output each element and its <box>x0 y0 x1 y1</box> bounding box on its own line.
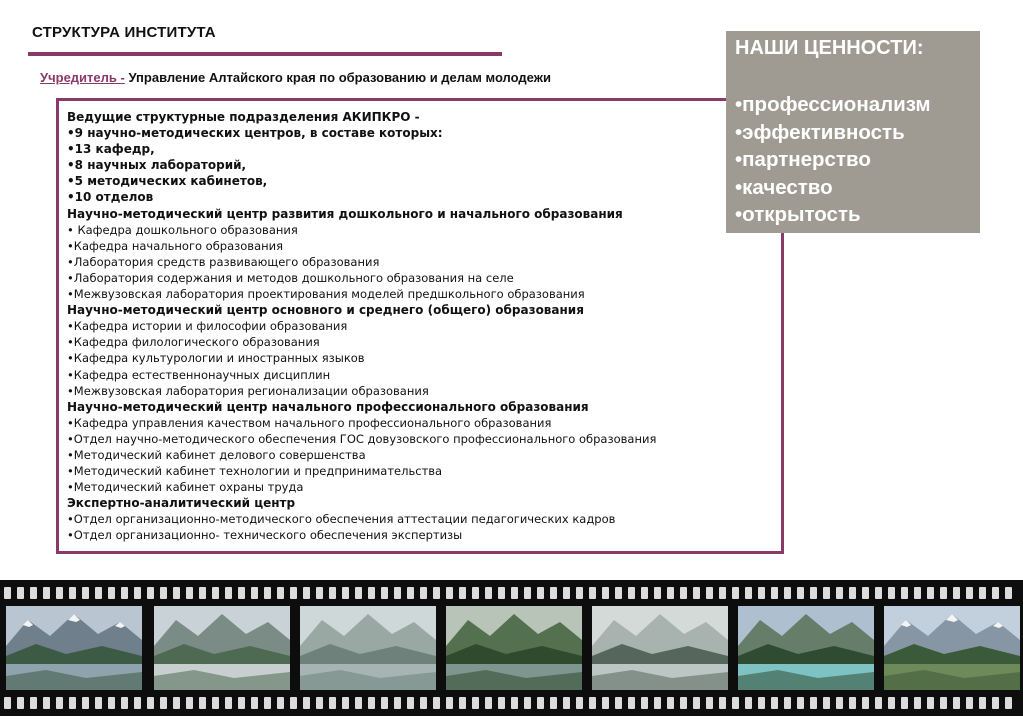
structure-item: •Методический кабинет охраны труда <box>67 480 304 495</box>
film-sprocket <box>17 587 24 599</box>
film-sprocket <box>446 697 453 709</box>
structure-heading: •9 научно-методических центров, в составе которых: <box>67 126 443 141</box>
film-sprocket <box>862 587 869 599</box>
film-sprocket <box>966 587 973 599</box>
film-sprocket <box>329 587 336 599</box>
film-sprocket <box>264 697 271 709</box>
film-sprocket <box>342 697 349 709</box>
film-sprocket <box>238 697 245 709</box>
film-sprocket <box>30 587 37 599</box>
film-sprocket <box>290 697 297 709</box>
film-sprocket <box>420 587 427 599</box>
film-sprocket <box>550 587 557 599</box>
film-sprocket <box>628 587 635 599</box>
film-sprocket <box>641 697 648 709</box>
film-sprocket <box>615 587 622 599</box>
film-sprocket <box>511 587 518 599</box>
film-sprocket <box>680 587 687 599</box>
film-sprocket <box>732 587 739 599</box>
film-sprocket <box>797 587 804 599</box>
film-sprocket <box>199 697 206 709</box>
film-sprocket <box>667 587 674 599</box>
film-sprocket <box>680 697 687 709</box>
film-sprocket <box>134 587 141 599</box>
film-sprocket <box>550 697 557 709</box>
film-sprocket <box>888 697 895 709</box>
structure-heading: •5 методических кабинетов, <box>67 174 268 189</box>
structure-box <box>56 98 784 554</box>
film-sprocket <box>732 697 739 709</box>
film-sprocket <box>303 697 310 709</box>
mountain-lake-photo <box>6 606 142 690</box>
film-sprocket <box>212 697 219 709</box>
film-sprocket <box>810 697 817 709</box>
film-sprocket <box>953 697 960 709</box>
film-sprocket <box>459 697 466 709</box>
film-sprocket <box>316 587 323 599</box>
structure-item: •Отдел организационно-методического обеспечения аттестации педагогических кадров <box>67 512 616 527</box>
film-sprocket <box>615 697 622 709</box>
structure-item: •Лаборатория средств развивающего образования <box>67 254 380 269</box>
film-sprocket <box>290 587 297 599</box>
film-sprocket <box>537 697 544 709</box>
film-sprocket <box>628 697 635 709</box>
film-sprocket <box>108 697 115 709</box>
film-sprocket <box>498 697 505 709</box>
value-item: •профессионализм <box>735 93 931 116</box>
film-sprocket <box>186 697 193 709</box>
film-sprocket <box>30 697 37 709</box>
sprocket-row-top <box>4 587 1022 599</box>
film-sprocket <box>524 587 531 599</box>
structure-item: •Кафедра истории и философии образования <box>67 319 348 334</box>
structure-heading: Научно-методический центр начального профессионального образования <box>67 399 589 414</box>
film-sprocket <box>95 587 102 599</box>
film-sprocket <box>849 697 856 709</box>
structure-item: •Лаборатория содержания и методов дошкольного образования на селе <box>67 270 514 285</box>
film-sprocket <box>524 697 531 709</box>
film-sprocket <box>108 587 115 599</box>
film-sprocket <box>251 697 258 709</box>
film-sprocket <box>472 697 479 709</box>
film-sprocket <box>927 697 934 709</box>
film-sprocket <box>433 697 440 709</box>
structure-item: •Кафедра управления качеством начального профессионального образования <box>67 415 552 430</box>
film-sprocket <box>4 697 11 709</box>
structure-item: •Межвузовская лаборатория проектирования моделей предшкольного образования <box>67 287 585 302</box>
film-sprocket <box>173 697 180 709</box>
film-sprocket <box>121 587 128 599</box>
film-sprocket <box>446 587 453 599</box>
film-sprocket <box>316 697 323 709</box>
film-sprocket <box>758 587 765 599</box>
founder-line <box>40 70 551 85</box>
film-sprocket <box>225 697 232 709</box>
film-sprocket <box>719 697 726 709</box>
film-sprocket <box>771 587 778 599</box>
film-sprocket <box>797 697 804 709</box>
values-title: НАШИ ЦЕННОСТИ: <box>735 37 924 59</box>
film-sprocket <box>537 587 544 599</box>
film-sprocket <box>394 587 401 599</box>
film-sprocket <box>823 697 830 709</box>
film-sprocket <box>706 587 713 599</box>
filmstrip <box>0 580 1023 716</box>
film-sprocket <box>95 697 102 709</box>
river-valley-photo <box>154 606 290 690</box>
film-sprocket <box>979 697 986 709</box>
structure-heading: •13 кафедр, <box>67 142 155 157</box>
film-sprocket <box>758 697 765 709</box>
turquoise-lake-photo <box>738 606 874 690</box>
structure-heading: •10 отделов <box>67 190 154 205</box>
film-sprocket <box>745 697 752 709</box>
film-sprocket <box>381 697 388 709</box>
film-sprocket <box>43 697 50 709</box>
film-sprocket <box>745 587 752 599</box>
structure-item: • Кафедра дошкольного образования <box>67 222 298 237</box>
film-sprocket <box>849 587 856 599</box>
film-sprocket <box>277 587 284 599</box>
film-sprocket <box>719 587 726 599</box>
film-sprocket <box>485 587 492 599</box>
film-sprocket <box>1005 697 1012 709</box>
snowy-peaks-photo <box>884 606 1020 690</box>
film-sprocket <box>992 697 999 709</box>
values-panel <box>726 31 980 233</box>
film-sprocket <box>602 587 609 599</box>
film-sprocket <box>693 587 700 599</box>
page-title: СТРУКТУРА ИНСТИТУТА <box>32 24 216 41</box>
film-sprocket <box>225 587 232 599</box>
structure-heading: Научно-методический центр основного и среднего (общего) образования <box>67 303 584 318</box>
film-sprocket <box>355 697 362 709</box>
film-sprocket <box>121 697 128 709</box>
film-sprocket <box>589 587 596 599</box>
film-sprocket <box>173 587 180 599</box>
structure-heading: Экспертно-аналитический центр <box>67 496 296 511</box>
film-sprocket <box>134 697 141 709</box>
film-sprocket <box>901 697 908 709</box>
film-sprocket <box>784 697 791 709</box>
film-sprocket <box>693 697 700 709</box>
film-sprocket <box>394 697 401 709</box>
film-sprocket <box>160 697 167 709</box>
film-sprocket <box>264 587 271 599</box>
film-sprocket <box>875 587 882 599</box>
structure-item: •Отдел научно-методического обеспечения ГОС довузовского профессионального образования <box>67 431 657 446</box>
film-sprocket <box>836 697 843 709</box>
film-sprocket <box>212 587 219 599</box>
film-sprocket <box>979 587 986 599</box>
structure-item: •Кафедра естественнонаучных дисциплин <box>67 367 331 382</box>
structure-item: •Отдел организационно- технического обеспечения экспертизы <box>67 528 463 543</box>
film-sprocket <box>563 697 570 709</box>
film-sprocket <box>862 697 869 709</box>
film-sprocket <box>706 697 713 709</box>
structure-item: •Методический кабинет делового совершенства <box>67 447 366 462</box>
film-sprocket <box>810 587 817 599</box>
structure-item: •Кафедра культурологии и иностранных языков <box>67 351 365 366</box>
film-sprocket <box>355 587 362 599</box>
film-sprocket <box>82 697 89 709</box>
value-item: •партнерство <box>735 148 871 171</box>
film-sprocket <box>771 697 778 709</box>
film-sprocket <box>927 587 934 599</box>
forest-lake-photo <box>446 606 582 690</box>
film-sprocket <box>563 587 570 599</box>
film-sprocket <box>914 697 921 709</box>
structure-item: •Методический кабинет технологии и предпринимательства <box>67 464 443 479</box>
film-sprocket <box>992 587 999 599</box>
value-item: •эффективность <box>735 120 905 144</box>
film-sprocket <box>199 587 206 599</box>
film-sprocket <box>56 587 63 599</box>
film-sprocket <box>940 697 947 709</box>
film-sprocket <box>186 587 193 599</box>
sprocket-row-bottom <box>4 697 1022 709</box>
film-sprocket <box>17 697 24 709</box>
film-sprocket <box>576 697 583 709</box>
film-sprocket <box>342 587 349 599</box>
structure-heading: Ведущие структурные подразделения АКИПКРО - <box>67 110 420 124</box>
structure-item: •Кафедра филологического образования <box>67 335 320 350</box>
film-sprocket <box>641 587 648 599</box>
structure-item: •Межвузовская лаборатория регионализации образования <box>67 383 429 398</box>
film-frames <box>0 606 1023 690</box>
film-sprocket <box>303 587 310 599</box>
film-sprocket <box>459 587 466 599</box>
value-item: •качество <box>735 175 833 199</box>
film-sprocket <box>160 587 167 599</box>
film-sprocket <box>589 697 596 709</box>
film-sprocket <box>654 697 661 709</box>
film-sprocket <box>407 587 414 599</box>
film-sprocket <box>82 587 89 599</box>
film-sprocket <box>953 587 960 599</box>
film-sprocket <box>56 697 63 709</box>
misty-lake-photo <box>300 606 436 690</box>
structure-heading: •8 научных лабораторий, <box>67 158 247 173</box>
film-sprocket <box>381 587 388 599</box>
film-sprocket <box>69 697 76 709</box>
film-sprocket <box>1005 587 1012 599</box>
film-sprocket <box>329 697 336 709</box>
film-sprocket <box>823 587 830 599</box>
film-sprocket <box>238 587 245 599</box>
film-sprocket <box>472 587 479 599</box>
film-sprocket <box>914 587 921 599</box>
structure-heading: Научно-методический центр развития дошкольного и начального образования <box>67 206 623 221</box>
film-sprocket <box>888 587 895 599</box>
title-divider <box>28 52 502 56</box>
founder-label: Учредитель - <box>40 70 125 85</box>
film-sprocket <box>654 587 661 599</box>
founder-text: Управление Алтайского края по образованию и делам молодежи <box>124 70 551 85</box>
foggy-river-photo <box>592 606 728 690</box>
film-sprocket <box>147 587 154 599</box>
film-sprocket <box>940 587 947 599</box>
film-sprocket <box>251 587 258 599</box>
film-sprocket <box>966 697 973 709</box>
film-sprocket <box>368 587 375 599</box>
film-sprocket <box>498 587 505 599</box>
film-sprocket <box>69 587 76 599</box>
film-sprocket <box>4 587 11 599</box>
film-sprocket <box>836 587 843 599</box>
film-sprocket <box>784 587 791 599</box>
film-sprocket <box>485 697 492 709</box>
film-sprocket <box>420 697 427 709</box>
value-item: •открытость <box>735 203 861 226</box>
film-sprocket <box>667 697 674 709</box>
film-sprocket <box>368 697 375 709</box>
film-sprocket <box>602 697 609 709</box>
film-sprocket <box>43 587 50 599</box>
film-sprocket <box>875 697 882 709</box>
film-sprocket <box>277 697 284 709</box>
film-sprocket <box>433 587 440 599</box>
film-sprocket <box>901 587 908 599</box>
film-sprocket <box>407 697 414 709</box>
film-sprocket <box>147 697 154 709</box>
film-sprocket <box>576 587 583 599</box>
film-sprocket <box>511 697 518 709</box>
structure-item: •Кафедра начального образования <box>67 238 284 253</box>
